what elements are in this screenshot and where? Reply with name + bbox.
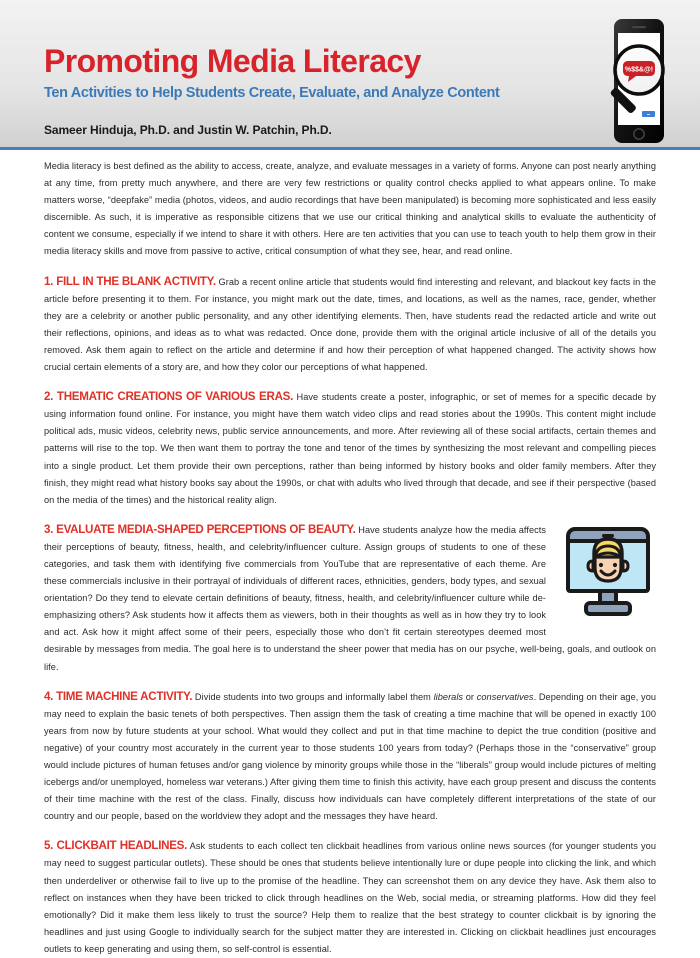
section-4-body-part-1: Divide students into two groups and informally label them (192, 691, 434, 702)
authors-line: Sameer Hinduja, Ph.D. and Justin W. Patchin, Ph.D. (44, 122, 332, 137)
section-4-body-part-3: . Depending on their age, you may need to explain the basic tenets of both perspectives. Then assign them the task of creating a time machine that will be opened in exactly 100 years from now by future students at your school. What would they collect and put in that time machine to depict the true condition (positive and negative) of your country most accurately in the current year to those students 100 years from today? (Perhaps those in the “conservative” group would include pictures of human fetuses and/or gang violence by minority groups while those in the “liberals” group would include pictures of melting icebergs and/or unemployed, homeless war veterans.) After giving them time to finish this activity, have each group present and discuss the contents of their time machine with the rest of the class. Finally, discuss how individuals can have completely different interpretations of the state of our country and our people, based on the worldview they adopt and the messages they have heard. (44, 691, 657, 822)
section-4-heading: 4. TIME MACHINE ACTIVITY. (44, 689, 193, 703)
section-5-body: Ask students to each collect ten clickbait headlines from various online news sources (for younger students you may need to suggest particular outlets). These should be ones that students believe intentionally lure or dupe people into clicking the link, and which then underdeliver or otherwise fail to live up to the promise of the headline. They can screenshot them on any device they have. Ask them also to reflect on instances when they have been tricked to click through headlines on the Web, social media, or streaming platforms. How did they feel emotionally? Did it make them less likely to trust the source? Help them to realize that the best strategy to counter clickbait is by ignoring the headlines and just using Google to individually search for the subject matter they are interested in. Clicking on clickbait headlines just encourages outlets to keep generating and using them, so self-control is essential. (44, 841, 656, 954)
section-2-body: Have students create a poster, infographic, or set of memes for a specific decade by using information found online. For instance, you might have them watch video clips and read stories about the 1990s. This content might include political ads, music videos, celebrity news, public service announcements, and more. After reviewing all of these social artifacts, certain themes and patterns will rise to the top. We then want them to portray the tone and tenor of the times by synthesizing the most relevant and compelling pieces into a single product. Let them provide their own perceptions, rather than being informed by history books and older family members. After they finish, they might read what history books say about the 1990s, or chat with adults who lived through that decade, and see if their perspective (based on the media of the times) and the historical reality align. (44, 392, 656, 505)
section-1-heading: 1. FILL IN THE BLANK ACTIVITY. (44, 274, 216, 288)
intro-paragraph: Media literacy is best defined as the ability to access, create, analyze, and evaluate messages in a variety of forms. Anyone can post nearly anything at any time, from pretty much anywhere, and there are very few restrictions or quality control checks applied to what appears online. To make matters worse, “deepfake” media (photos, videos, and audio recordings that have been manipulated) is becoming more sophisticated and less easily discernible. As such, it is imperative as responsible citizens that we use our critical thinking and analytical skills to evaluate the authenticity of content we consume, especially if we intend to share it with others. Here are ten activities that you can use to teach youth to help them grow in their media literacy skills and move from passive to active, critical consumption of what they see, hear, and read online. (44, 161, 656, 257)
monitor-face-illustration (560, 523, 656, 627)
section-3 (44, 521, 656, 676)
smartphone-magnifier-illustration (600, 17, 678, 145)
section-5-heading: 5. CLICKBAIT HEADLINES. (44, 839, 187, 853)
speech-bubble-text: %$$&@! (624, 66, 654, 74)
header-divider-rule (0, 147, 700, 150)
section-1-body: Grab a recent online article that students would find interesting and relevant, and blackout key facts in the article before presenting it to them. For instance, you might mark out the date, times, and locations, as well as the names, race, gender, whether they are a celebrity or another public personality, and any other identifying elements. Then, have students read the redacted article and write out their reflections, opinions, and ideas as to what was redacted. Once done, provide them with the original article inclusive of all of the details you removed. Ask them again to reflect on the article and determine if and how their perception of what happened changed. The activity shows how crucial certain elements of a story are, and how they color our perceptions of what happened. (44, 276, 656, 373)
section-1 (44, 273, 656, 377)
document-body (44, 158, 656, 958)
section-2-heading: 2. THEMATIC CREATIONS OF VARIOUS ERAS. (44, 390, 293, 404)
section-4 (44, 688, 656, 826)
section-5 (44, 837, 656, 958)
section-2 (44, 388, 656, 509)
page-subtitle: Ten Activities to Help Students Create, Evaluate, and Analyze Content (44, 84, 500, 101)
page-header (0, 0, 700, 150)
section-4-body-part-2: or (463, 691, 477, 702)
page-title: Promoting Media Literacy (44, 43, 421, 79)
section-4-italic-liberals: liberals (433, 691, 464, 702)
section-4-italic-conservatives: conservatives (476, 691, 534, 702)
section-3-heading: 3. EVALUATE MEDIA-SHAPED PERCEPTIONS OF BEAUTY. (44, 522, 356, 536)
header-text-block (44, 0, 564, 137)
section-3-body: Have students analyze how the media affects their perceptions of beauty, fitness, health, and celebrity/influencer culture. Assign groups of students to one of these categories, and task them with identifying five commercials from YouTube that are representative of each theme. Are these commercials inclusive in their portrayal of individuals of different races, ethnicities, genders, body types, and sexual orientation? Do they tend to elevate certain definitions of beauty, fitness, health, and celebrity/influencer culture while de-emphasizing others? Ask students how it affects them as viewers, both in their thoughts as well as in how they try to look and act. Ask how it might affect some of their peers, especially those who don’t fit certain stereotypes deemed most desirable by messages from media. The goal here is to understand the sheer power that media has on our psyche, well-being, goals, and outlook on life. (44, 524, 656, 672)
svg-text:•••: ••• (646, 112, 651, 117)
